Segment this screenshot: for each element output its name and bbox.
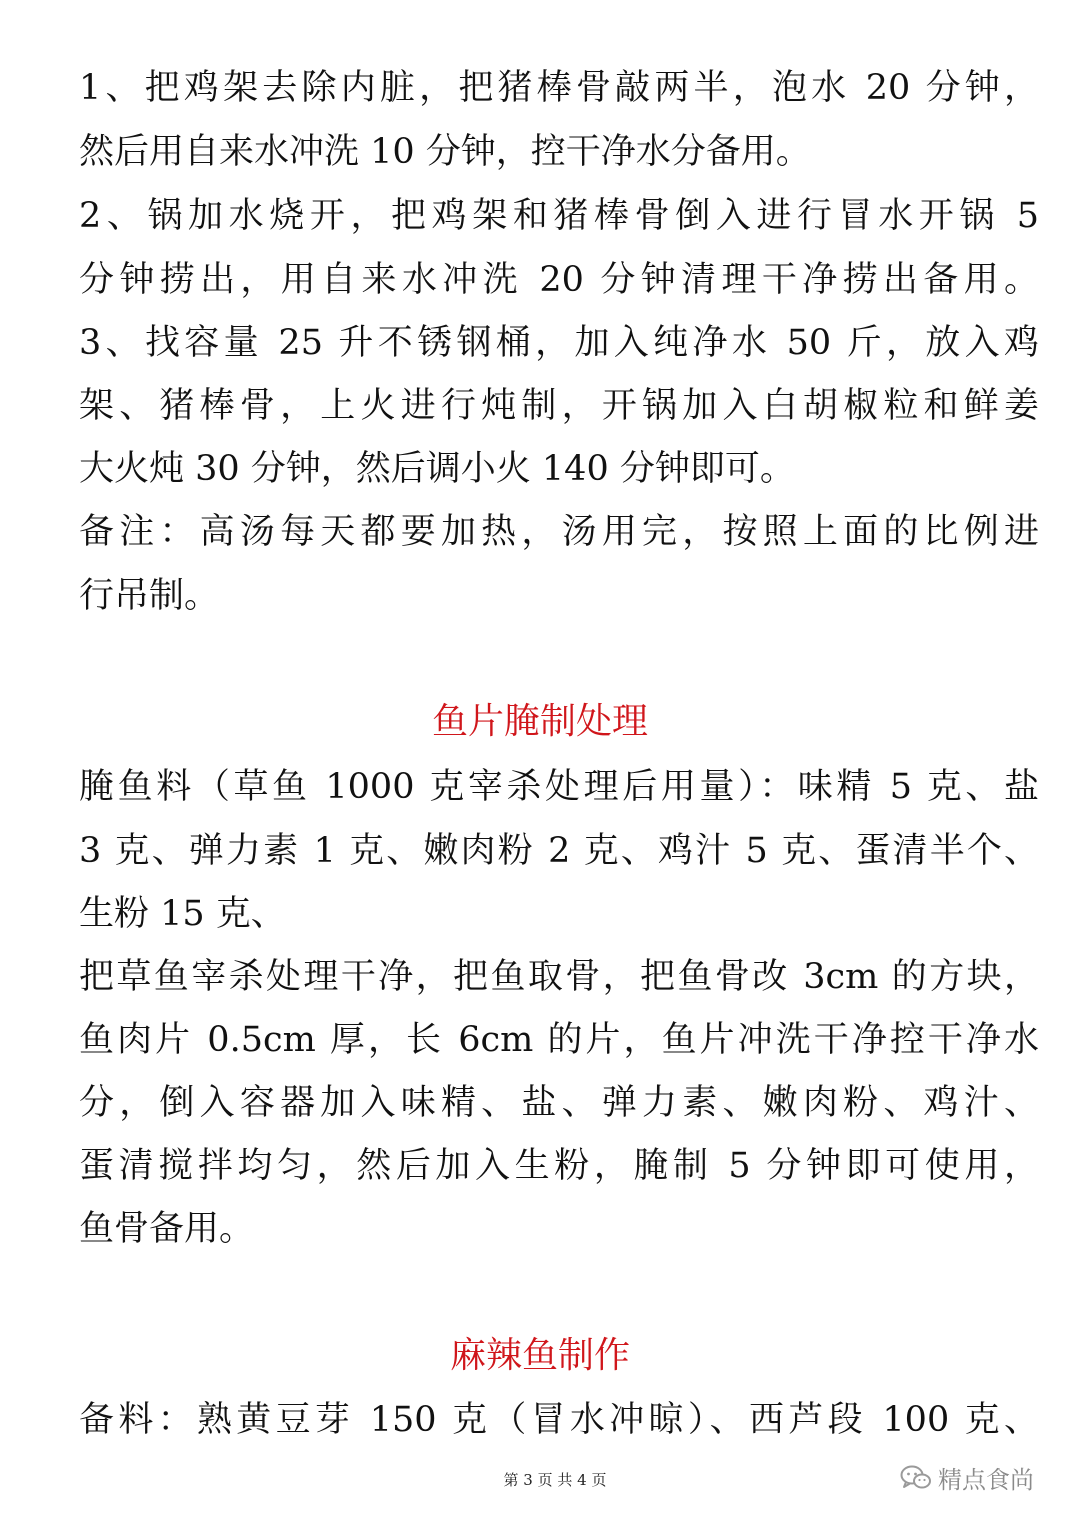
text-line: 大火炖 30 分钟，然后调小火 140 分钟即可。 [79,449,795,489]
watermark-text: 精点食尚 [938,1466,1034,1494]
text-line: 行吊制。 [79,576,220,616]
section-heading: 麻辣鱼制作 [449,1335,630,1376]
text-line: 备注：高汤每天都要加热，汤用完，按照上面的比例进 [79,512,1039,552]
text-line: 蛋清搅拌均匀，然后加入生粉，腌制 5 分钟即可使用， [79,1146,1039,1186]
text-line: 生粉 15 克、 [79,894,286,934]
text-line: 鱼肉片 0.5cm 厚，长 6cm 的片，鱼片冲洗干净控干净水 [79,1020,1039,1060]
text-line: 3 克、弹力素 1 克、嫩肉粉 2 克、鸡汁 5 克、蛋清半个、 [79,831,1039,871]
section-heading: 鱼片腌制处理 [431,701,648,742]
text-line: 然后用自来水冲洗 10 分钟，控干净水分备用。 [79,132,811,172]
text-line: 3、找容量 25 升不锈钢桶，加入纯净水 50 斤，放入鸡 [79,323,1039,363]
text-line: 把草鱼宰杀处理干净，把鱼取骨，把鱼骨改 3cm 的方块， [79,957,1039,997]
text-line: 架、猪棒骨，上火进行炖制，开锅加入白胡椒粒和鲜姜 [79,386,1039,426]
text-line: 鱼骨备用。 [79,1209,255,1249]
text-line: 分钟捞出，用自来水冲洗 20 分钟清理干净捞出备用。 [79,260,1039,300]
text-line: 分，倒入容器加入味精、盐、弹力素、嫩肉粉、鸡汁、 [79,1083,1039,1123]
wechat-icon [900,1464,932,1492]
account-watermark [900,1460,1034,1495]
page-footer: 第 3 页 共 4 页 [503,1471,607,1489]
text-line: 腌鱼料（草鱼 1000 克宰杀处理后用量）：味精 5 克、盐 [79,767,1039,807]
text-line: 2、锅加水烧开，把鸡架和猪棒骨倒入进行冒水开锅 5 [79,196,1039,236]
text-line: 1、把鸡架去除内脏，把猪棒骨敲两半，泡水 20 分钟， [79,68,1039,108]
text-line: 备料：熟黄豆芽 150 克（冒水冲晾）、西芦段 100 克、 [79,1400,1039,1440]
